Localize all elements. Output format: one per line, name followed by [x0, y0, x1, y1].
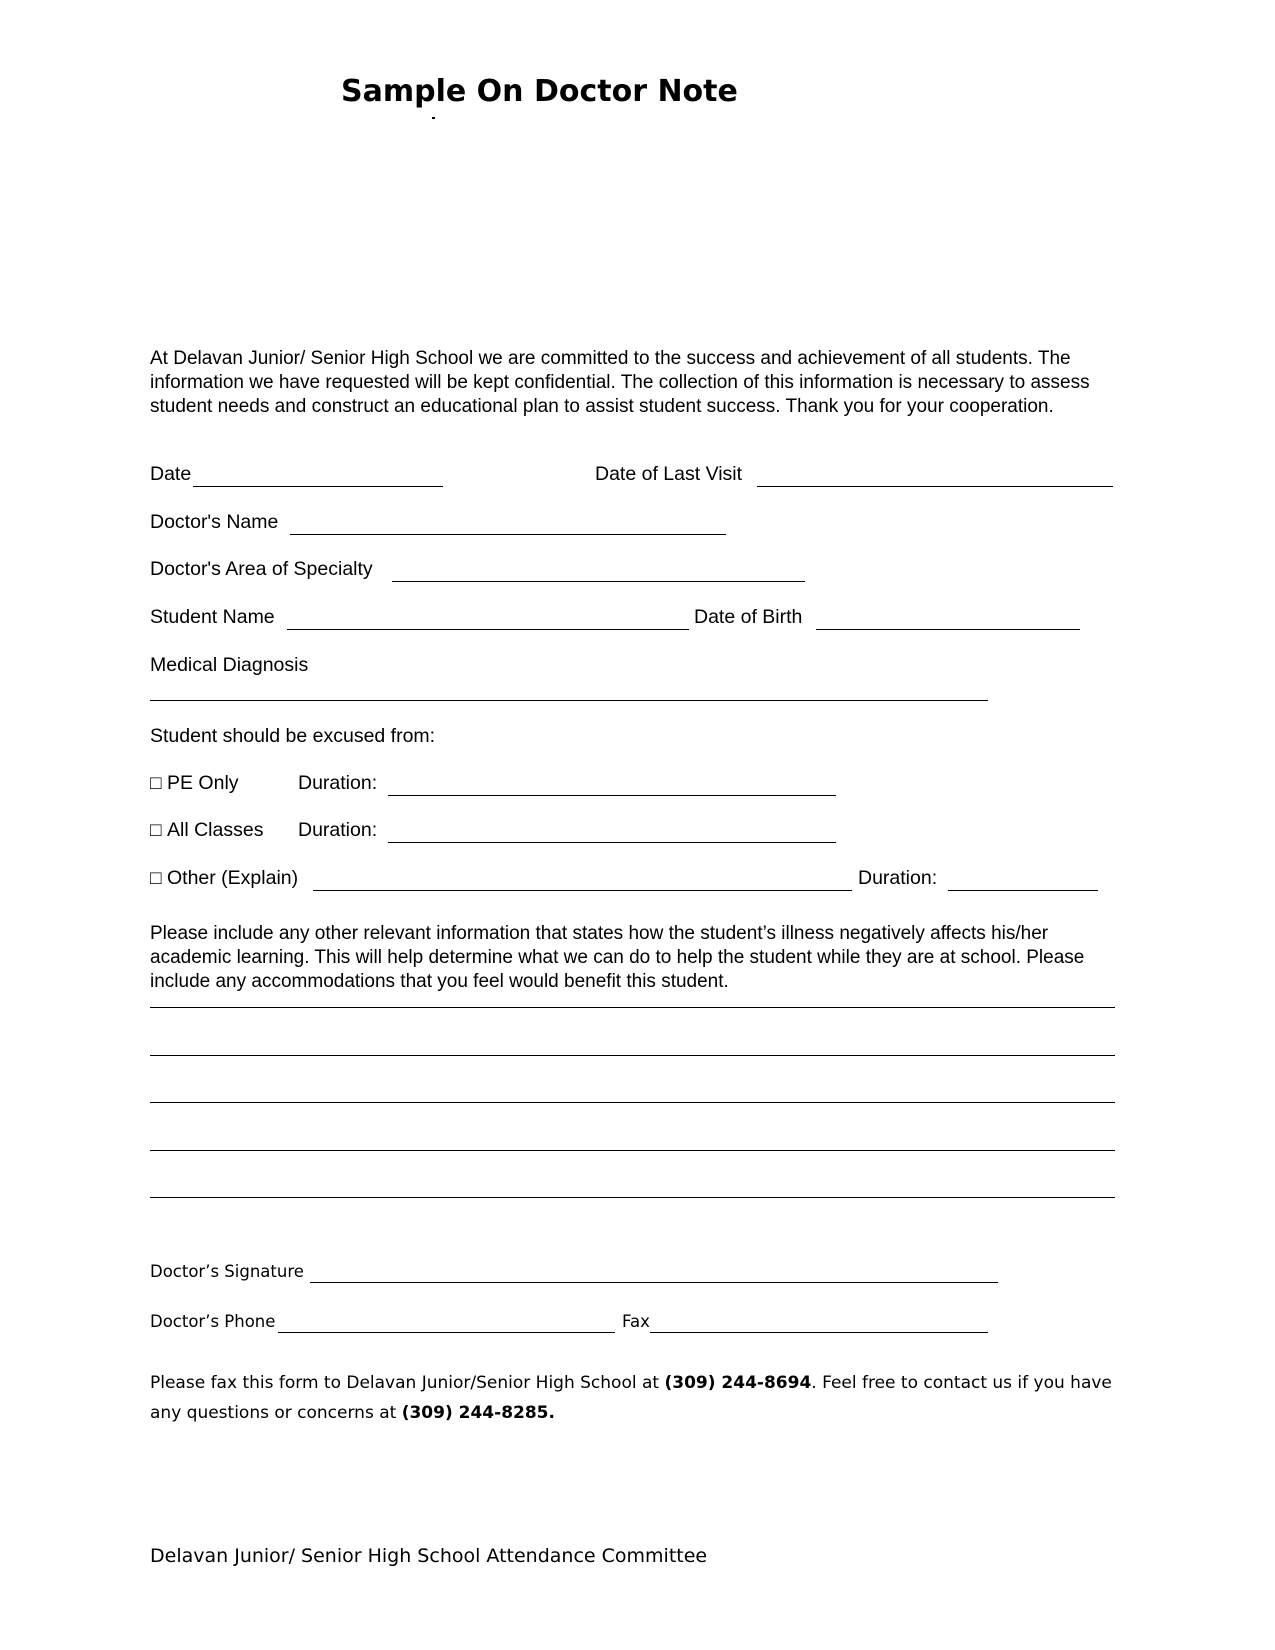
stray-mark	[432, 117, 435, 119]
other-label: Other (Explain)	[167, 867, 299, 889]
doctor-phone-label: Doctor’s Phone	[150, 1312, 276, 1331]
date-last-visit-label: Date of Last Visit	[595, 463, 743, 485]
other-explain-field[interactable]	[313, 890, 852, 891]
date-field[interactable]	[193, 486, 443, 487]
info-line[interactable]	[150, 1007, 1115, 1008]
pe-duration-field[interactable]	[388, 795, 836, 796]
doctor-phone-field[interactable]	[278, 1332, 615, 1333]
info-paragraph: Please include any other relevant information that states how the student’s illness negatively affects his/her academic learning. This will help determine what we can do to help the student while they are at school. Please include any accommodations that you feel would benefit this student.	[150, 923, 1085, 992]
other-duration-label: Duration:	[858, 867, 938, 889]
doctor-specialty-label: Doctor's Area of Specialty	[150, 558, 373, 580]
pe-duration-label: Duration:	[298, 772, 378, 794]
date-of-birth-label: Date of Birth	[694, 606, 803, 628]
note-text: Please fax this form to Delavan Junior/Senior High School at	[150, 1373, 665, 1393]
school-phone-number: (309) 244-8285.	[401, 1403, 555, 1423]
fax-label: Fax	[622, 1312, 650, 1331]
medical-diagnosis-label: Medical Diagnosis	[150, 654, 309, 676]
all-classes-duration-label: Duration:	[298, 819, 378, 841]
all-classes-label: All Classes	[167, 819, 264, 841]
doctor-name-field[interactable]	[290, 534, 726, 535]
medical-diagnosis-field[interactable]	[150, 700, 988, 701]
note-text: . Feel free to contact us if you have any questions or concerns at	[150, 1373, 1112, 1423]
doctor-signature-label: Doctor’s Signature	[150, 1262, 304, 1281]
school-fax-number: (309) 244-8694	[664, 1373, 812, 1393]
pe-only-checkbox[interactable]: □	[150, 773, 162, 794]
footer: Delavan Junior/ Senior High School Attendance Committee	[150, 1545, 708, 1567]
info-line[interactable]	[150, 1055, 1115, 1056]
other-duration-field[interactable]	[948, 890, 1098, 891]
info-line[interactable]	[150, 1150, 1115, 1151]
fax-instructions	[150, 1368, 1130, 1428]
other-checkbox[interactable]: □	[150, 868, 162, 889]
info-line[interactable]	[150, 1197, 1115, 1198]
student-name-field[interactable]	[287, 629, 689, 630]
excused-heading: Student should be excused from:	[150, 725, 436, 747]
fax-field[interactable]	[650, 1332, 988, 1333]
intro-paragraph: At Delavan Junior/ Senior High School we are committed to the success and achievement of all students. The information we have requested will be kept confidential. The collection of this information is necessary to assess student needs and construct an educational plan to assist student success. Thank you for your cooperation.	[150, 348, 1090, 417]
pe-only-label: PE Only	[167, 772, 239, 794]
page-title: Sample On Doctor Note	[341, 74, 738, 109]
student-name-label: Student Name	[150, 606, 275, 628]
info-line[interactable]	[150, 1102, 1115, 1103]
date-label: Date	[150, 463, 192, 485]
all-classes-duration-field[interactable]	[388, 842, 836, 843]
doctor-signature-field[interactable]	[310, 1282, 998, 1283]
doctor-specialty-field[interactable]	[392, 581, 805, 582]
all-classes-checkbox[interactable]: □	[150, 820, 162, 841]
date-of-birth-field[interactable]	[816, 629, 1080, 630]
doctor-name-label: Doctor's Name	[150, 511, 279, 533]
date-last-visit-field[interactable]	[757, 486, 1113, 487]
